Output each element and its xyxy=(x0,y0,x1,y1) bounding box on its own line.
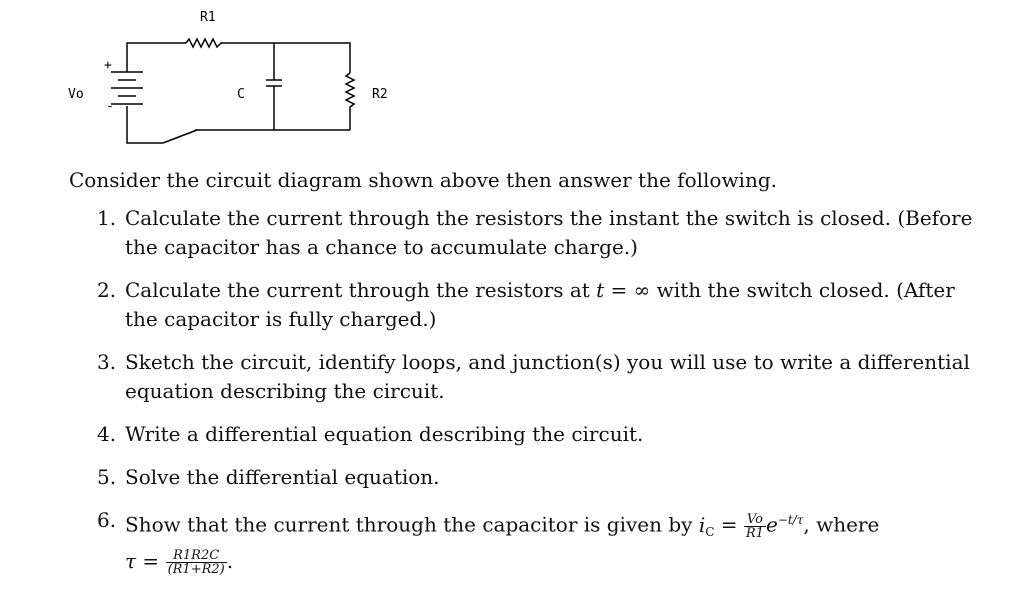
question-text: Sketch the circuit, identify loops, and junction(s) you will use to write a differential equation describing the circuit. xyxy=(125,350,970,403)
label-r2: R2 xyxy=(372,87,388,102)
question-number: 2. xyxy=(97,278,117,302)
wire xyxy=(127,43,186,72)
label-r1: R1 xyxy=(200,10,216,25)
question-text: with the switch closed. (After the capacitor is fully charged.) xyxy=(125,278,955,331)
math-ic: $i_C$ xyxy=(698,512,715,539)
wire xyxy=(226,43,350,73)
math-period: . xyxy=(226,548,234,573)
question-text: Calculate the current through the resistors the instant the switch is closed. (Before the capacitor has a chance to accumulate charge.) xyxy=(125,206,973,259)
question-number: 3. xyxy=(97,350,117,374)
fraction-tau: $\frac{R1R2C}{(R1+R2)}$ xyxy=(167,547,225,577)
label-c: C xyxy=(237,87,245,102)
question-item xyxy=(97,463,977,492)
math-equals-infinity: = ∞ xyxy=(604,278,651,302)
question-number: 4. xyxy=(97,422,117,446)
circuit-diagram xyxy=(0,0,420,160)
question-list xyxy=(97,204,977,576)
question-item xyxy=(97,276,977,334)
label-plus: + xyxy=(104,58,112,73)
label-vo: Vo xyxy=(68,87,84,102)
question-number: 5. xyxy=(97,465,117,489)
question-number: 1. xyxy=(97,206,117,230)
question-text: Write a differential equation describing the circuit. xyxy=(125,422,644,446)
question-item xyxy=(97,204,977,262)
capacitor-c xyxy=(266,80,282,86)
math-equals: = xyxy=(714,512,744,537)
math-equals: = xyxy=(136,548,166,573)
question-number: 6. xyxy=(97,508,117,532)
resistor-r2 xyxy=(346,73,354,130)
fraction-vo-r1: $\frac{Vo}{R1}$ xyxy=(745,511,764,541)
question-text: Calculate the current through the resistors at xyxy=(125,278,597,302)
question-item xyxy=(97,506,977,576)
math-tau: τ xyxy=(125,548,137,573)
question-text: Show that the current through the capacitor is given by xyxy=(125,512,699,537)
question-text: Solve the differential equation. xyxy=(125,465,440,489)
math-t: t xyxy=(596,278,605,302)
intro-text: Consider the circuit diagram shown above then answer the following. xyxy=(69,168,777,192)
question-item xyxy=(97,420,977,449)
label-minus: - xyxy=(106,99,114,114)
wire xyxy=(127,106,163,143)
math-exponent: −t/τ xyxy=(777,513,804,527)
battery-vo xyxy=(111,72,143,104)
question-text: , where xyxy=(803,512,880,537)
resistor-r1 xyxy=(186,39,226,47)
math-e: e xyxy=(765,512,778,537)
question-item xyxy=(97,348,977,406)
switch xyxy=(163,130,197,143)
